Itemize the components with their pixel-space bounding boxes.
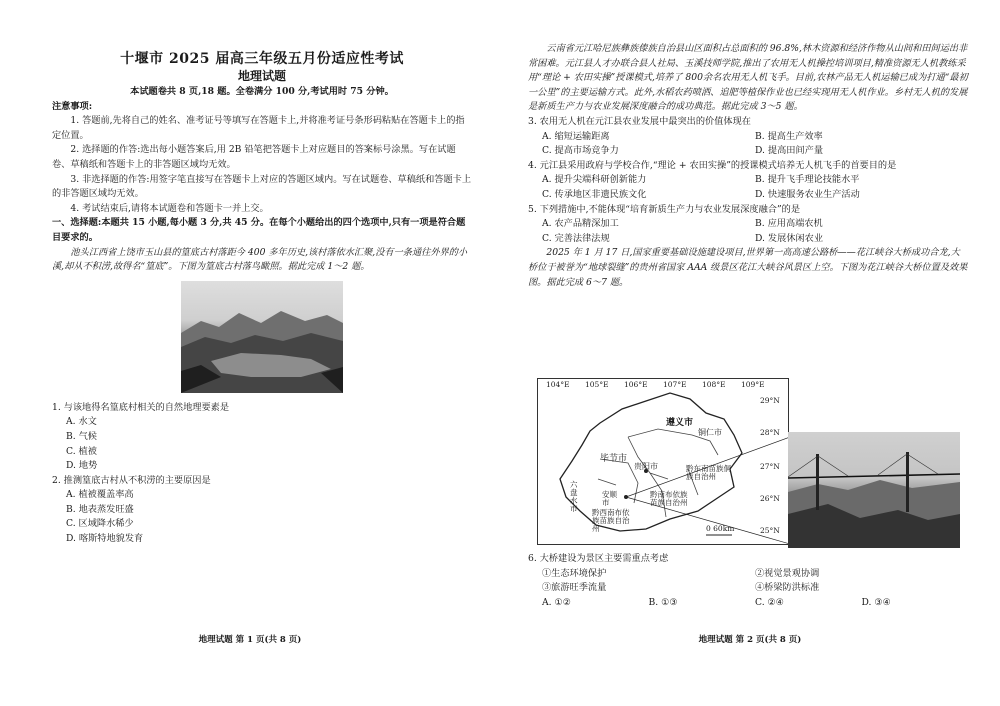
q3-option[interactable]: C. 提高市场竞争力 <box>542 145 619 157</box>
q5-option[interactable]: D. 发展休闲农业 <box>755 232 824 244</box>
q6-item: ③旅游旺季流量 <box>542 582 607 594</box>
passage-2: 云南省元江哈尼族彝族傣族自治县山区面积占总面积的 96.8%,林木资源和经济作物从山间和田间运出非常困难。元江县人才办联合县人社局、玉溪技师学院,推出了农用无人机操控培训项目,精准资源无人机教练采用“理论 + 农田实操”授课模式,培养了 800余名农用无人机飞手。目前,农林产品无人机运输已成为打通“最初一公里”的主要运输方式。此外,水稻农药喷洒、追肥等植保作业也已经实现用无人机作业。乡村无人机的发展是新质生产力与农业发展深度融合的成功典范。据此完成 3～5 题。 <box>528 43 968 113</box>
q6-option[interactable]: B. ①③ <box>648 596 678 608</box>
map-label-qiannan: 黔南布依族苗族自治州 <box>650 490 688 507</box>
map-label-qiandongnan: 黔东南苗族侗族自治州 <box>686 464 731 481</box>
map-scale-bar: 0 60km <box>706 524 735 533</box>
q4-option[interactable]: D. 快速服务农业生产活动 <box>755 188 860 200</box>
q1-option[interactable]: A. 水文 <box>66 416 97 428</box>
lon-tick: 104°E <box>546 380 570 389</box>
q6-stem: 6. 大桥建设为景区主要需重点考虑 <box>528 553 669 564</box>
exam-subtitle: 地理试题 <box>237 69 286 83</box>
lon-tick: 105°E <box>585 380 609 389</box>
q5-option[interactable]: B. 应用高端农机 <box>755 218 823 230</box>
guizhou-location-map <box>537 378 789 545</box>
q3-option[interactable]: B. 提高生产效率 <box>755 130 823 142</box>
q1-stem: 1. 与该地得名篁底村相关的自然地理要素是 <box>52 401 230 413</box>
map-label-bijie: 毕节市 <box>600 454 628 464</box>
q2-option[interactable]: D. 喀斯特地貌发育 <box>66 533 144 545</box>
passage-3: 2025 年 1 月 17 日,国家重要基础设施建设项目,世界第一高高速公路桥——花江峡谷大桥成功合龙,大桥位于被誉为“地球裂缝”的贵州省国家 AAA 级景区花江大峡谷风景区上空。下图为花江峡谷大桥位置及效果图。据此完成 6～7 题。 <box>528 247 968 288</box>
q5-option[interactable]: A. 农产品精深加工 <box>542 218 619 230</box>
map-label-guiyang: 贵阳市 <box>634 462 658 471</box>
bridge-rendering-photo <box>788 432 960 548</box>
q1-option[interactable]: C. 植被 <box>66 445 97 457</box>
q5-stem: 5. 下列措施中,不能体现“培育新质生产力与农业发展深度融合”的是 <box>528 203 801 215</box>
q4-option[interactable]: B. 提升飞手理论技能水平 <box>755 174 860 186</box>
q6-option[interactable]: D. ③④ <box>861 596 891 608</box>
exam-meta: 本试题卷共 8 页,18 题。全卷满分 100 分,考试用时 75 分钟。 <box>130 86 394 97</box>
q6-item: ②视觉景观协调 <box>755 567 820 579</box>
village-aerial-photo <box>181 281 343 393</box>
lat-tick: 27°N <box>760 462 780 471</box>
page1-footer: 地理试题 第 1 页(共 8 页) <box>198 635 302 645</box>
q3-option[interactable]: D. 提高田间产量 <box>755 145 824 157</box>
q2-option[interactable]: B. 地表蒸发旺盛 <box>66 503 134 515</box>
page2-footer: 地理试题 第 2 页(共 8 页) <box>698 635 802 645</box>
note-item: 4. 考试结束后,请将本试题卷和答题卡一并上交。 <box>70 202 269 214</box>
lat-tick: 28°N <box>760 428 780 437</box>
province-outline <box>538 379 788 544</box>
note-item: 2. 选择题的作答:选出每小题答案后,用 2B 铅笔把答题卡上对应题目的答案标号涂黑。写在试题卷、草稿纸和答题卡上的非答题区域均无效。 <box>52 144 456 170</box>
q5-option[interactable]: C. 完善法律法规 <box>542 232 610 244</box>
lat-tick: 26°N <box>760 494 780 503</box>
q6-option[interactable]: C. ②④ <box>755 596 785 608</box>
page1-column <box>52 0 472 547</box>
notes-heading: 注意事项: <box>52 100 93 112</box>
q6-option[interactable]: A. ①② <box>542 596 571 608</box>
map-label-anshun: 安顺市 <box>602 490 617 507</box>
lon-tick: 108°E <box>702 380 726 389</box>
lon-tick: 106°E <box>624 380 648 389</box>
map-label-qianxinan: 黔西南布依族苗族自治州 <box>592 508 630 533</box>
q2-option[interactable]: A. 植被覆盖率高 <box>66 489 134 501</box>
q3-stem: 3. 农用无人机在元江县农业发展中最突出的价值体现在 <box>528 115 751 127</box>
q2-stem: 2. 推测篁底古村从不积涝的主要原因是 <box>52 474 211 486</box>
q2-option[interactable]: C. 区域降水稀少 <box>66 518 134 530</box>
lat-tick: 29°N <box>760 396 780 405</box>
map-label-liupanshui: 六盘水市 <box>570 480 578 513</box>
exam-title: 十堰市 2025 届高三年级五月份适应性考试 <box>120 51 404 67</box>
q3-option[interactable]: A. 缩短运输距离 <box>542 130 610 142</box>
q6-item: ①生态环境保护 <box>542 567 607 579</box>
note-item: 3. 非选择题的作答:用签字笔直接写在答题卡上对应的答题区域内。写在试题卷、草稿纸和答题卡上的非答题区域均无效。 <box>52 173 472 200</box>
exam-page-2 <box>500 0 1000 706</box>
lat-tick: 25°N <box>760 526 780 535</box>
lon-tick: 109°E <box>741 380 765 389</box>
q1-option[interactable]: B. 气候 <box>66 430 97 442</box>
q6-item: ④桥梁防洪标准 <box>755 582 820 594</box>
page2-column <box>528 42 968 290</box>
q4-option[interactable]: A. 提升尖端科研创新能力 <box>542 174 647 186</box>
q4-option[interactable]: C. 传承地区非遗民族文化 <box>542 188 647 200</box>
question-6 <box>528 552 968 610</box>
q4-stem: 4. 元江县采用政府与学校合作,“理论 + 农田实操”的授课模式培养无人机飞手的首要目的是 <box>528 159 897 171</box>
q1-option[interactable]: D. 地势 <box>66 460 98 472</box>
map-label-zunyi: 遵义市 <box>666 418 694 428</box>
note-item: 1. 答题前,先将自己的姓名、准考证号等填写在答题卡上,并将准考证号条形码粘贴在答题卡上的指定位置。 <box>52 115 465 141</box>
map-label-tongren: 铜仁市 <box>698 428 722 437</box>
passage-1: 池头江西省上饶市玉山县的篁底古村落距今 400 多年历史,该村落依水汇聚,没有一条通往外界的小溪,却从不积涝,故得名“篁底”。下图为篁底古村落鸟瞰照。据此完成 1～2 题。 <box>52 246 468 273</box>
section-heading: 一、选择题:本题共 15 小题,每小题 3 分,共 45 分。在每个小题给出的四个选项中,只有一项是符合题目要求的。 <box>52 217 466 243</box>
lon-tick: 107°E <box>663 380 687 389</box>
